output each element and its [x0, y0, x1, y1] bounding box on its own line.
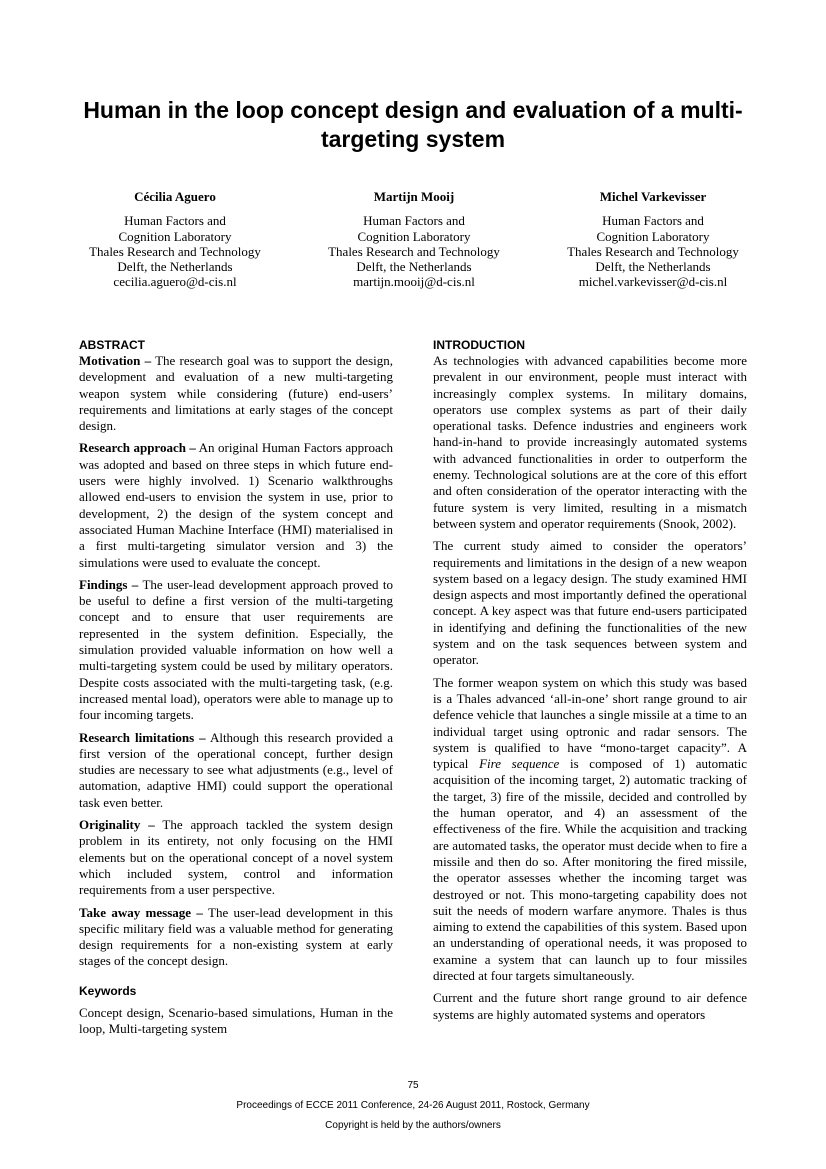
paragraph-text: is composed of 1) automatic acquisition of the incoming target, 2) automatic tracking of the target, 3) fire of the missile, decided and controlled by the human operator, and 4) an assessment of the effectiveness of the fire. While the acquisition and tracking are automated tasks, the operator must decide when to fire a missile and then do so. After monitoring the fired missile, the operator assesses whether the incoming target was destroyed or not. This mono-targeting capability does not suit the needs of modern warfare anymore. Thales is thus aiming to extend the capabilities of this system. Based upon an understanding of operational needs, it was proposed to examine a system that can launch up to four missiles directed at four targets simultaneously. — [433, 756, 747, 983]
paragraph-lead: Originality – — [79, 817, 155, 833]
left-column — [79, 338, 393, 1043]
paragraph-text: The research goal was to support the design, development and evaluation of a new multi-targeting weapon system while considering (future) end-users’ requirements and limitations at early stages of the concept design. — [79, 353, 393, 434]
paragraph-lead: Research approach – — [79, 440, 196, 456]
author-email[interactable]: martijn.mooij@d-cis.nl — [353, 274, 475, 290]
paragraph-text: The approach tackled the system design problem in its entirety, not only focusing on the HMI elements but on the operational concept of a novel system which included system, control and information requirements from a user perspective. — [79, 817, 393, 898]
abstract-paragraph — [79, 577, 393, 724]
abstract-paragraph — [79, 817, 393, 898]
paragraph-text: An original Human Factors approach was adopted and based on three steps in which future end-users were highly involved. 1) Scenario walkthroughs allowed end-users to envision the system in use, prior to development, 2) the design of the system concept and associated Human Machine Interface (HMI) materialised in a first multi-targeting simulator version and 3) the simulations were used to evaluate the concept. — [79, 440, 393, 570]
introduction-paragraph: The current study aimed to consider the operators’ requirements and limitations in the design of a new weapon system based on a legacy design. The study examined HMI design aspects and most importantly defined the operational concept. A key aspect was that future end-users participated in identifying and defining the functionalities of the new system and on the task sequences between system and operator. — [433, 538, 747, 668]
paragraph-text: The user-lead development in this specific military field was a valuable method for generating design requirements for a non-existing system at early stages of the concept design. — [79, 904, 393, 969]
paragraph-text: The former weapon system on which this study was based is a Thales advanced ‘all-in-one’ short range ground to air defence vehicle that launches a single missile at a time to an individual target using optronic and radar sensors. The system is qualified to have “mono-target capacity”. A typical — [433, 674, 747, 772]
author-affiliation-line: Cognition Laboratory — [118, 228, 232, 244]
author-affiliation-line: Cognition Laboratory — [357, 228, 471, 244]
author-block-3 — [533, 189, 773, 290]
author-affiliation-line: Thales Research and Technology — [89, 243, 261, 259]
author-affiliation-line: Delft, the Netherlands — [117, 259, 233, 275]
introduction-heading: INTRODUCTION — [433, 338, 525, 352]
abstract-paragraph — [79, 353, 393, 434]
right-column — [433, 338, 747, 1029]
keywords-text: Concept design, Scenario-based simulations, Human in the loop, Multi-targeting system — [79, 1004, 393, 1036]
introduction-paragraph: As technologies with advanced capabilities become more prevalent in our environment, people must interact with increasingly complex systems. In military domains, operators use complex systems as part of their daily operational tasks. Defence industries and engineers work hand-in-hand to provide increasingly automated systems with advanced functionalities in order to outperform the enemy. Technological solutions are at the core of this effort and often consideration of the operator interacting with the future system is very limited, resulting in a mismatch between system and operator requirements (Snook, 2002). — [433, 353, 747, 531]
author-name: Michel Varkevisser — [599, 189, 707, 204]
paper-title: Human in the loop concept design and evaluation of a multi-targeting system — [83, 97, 743, 152]
introduction-paragraph: Current and the future short range ground to air defence systems are highly automated systems and operators — [433, 990, 747, 1022]
author-affiliation-line: Human Factors and — [124, 213, 226, 229]
author-affiliation-line: Thales Research and Technology — [567, 243, 739, 259]
abstract-heading: ABSTRACT — [79, 338, 145, 352]
paragraph-lead: Take away message – — [79, 904, 203, 920]
copyright-line: Copyright is held by the authors/owners — [325, 1120, 501, 1131]
paragraph-text: The user-lead development approach proved to be useful to define a first version of the multi-targeting concept and to ensure that user requirements are represented in the system definition. Especially, the simulation provided valuable information on how well a multi-targeting system could be used by military operators. Despite costs associated with the multi-targeting task, (e.g. increased mental load), operators were able to manage up to four incoming targets. — [79, 576, 393, 723]
author-affiliation-line: Delft, the Netherlands — [595, 259, 711, 275]
author-affiliation-line: Human Factors and — [363, 213, 465, 229]
emphasized-term: Fire sequence — [479, 756, 560, 772]
author-name: Cécilia Aguero — [134, 189, 216, 204]
abstract-paragraph — [79, 440, 393, 570]
keywords-heading: Keywords — [79, 983, 137, 998]
author-affiliation-line: Human Factors and — [602, 213, 704, 229]
author-affiliation-line: Cognition Laboratory — [596, 228, 710, 244]
author-block-2 — [294, 189, 534, 290]
abstract-paragraph — [79, 730, 393, 811]
page-number: 75 — [407, 1080, 419, 1091]
author-block-1 — [55, 189, 295, 290]
author-affiliation-line: Delft, the Netherlands — [356, 259, 472, 275]
paragraph-text: Although this research provided a first version of the operational concept, further design studies are necessary to see what adjustments (e.g., level of automation, adaptive HMI) could support the operational task even better. — [79, 729, 393, 810]
author-name: Martijn Mooij — [373, 189, 455, 204]
abstract-paragraph — [79, 905, 393, 970]
author-email[interactable]: cecilia.aguero@d-cis.nl — [113, 274, 237, 290]
author-email[interactable]: michel.varkevisser@d-cis.nl — [578, 274, 728, 290]
paragraph-lead: Research limitations – — [79, 729, 206, 745]
author-affiliation-line: Thales Research and Technology — [328, 243, 500, 259]
paragraph-lead: Motivation – — [79, 353, 152, 368]
paragraph-lead: Findings – — [79, 576, 139, 592]
introduction-paragraph — [433, 675, 747, 985]
proceedings-line: Proceedings of ECCE 2011 Conference, 24-26 August 2011, Rostock, Germany — [236, 1100, 590, 1111]
